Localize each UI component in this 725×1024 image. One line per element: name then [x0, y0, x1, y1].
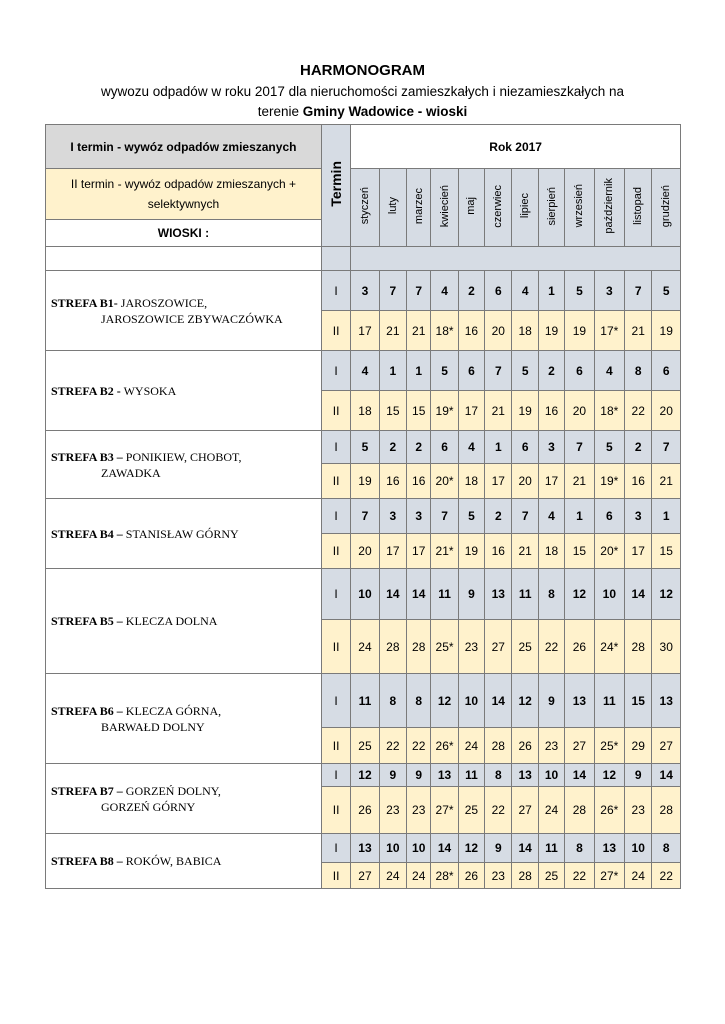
term-2-day: 19	[512, 391, 538, 431]
term-1-day: 13	[652, 674, 681, 728]
term-2-day: 23	[625, 787, 652, 834]
term-2-day: 22	[565, 863, 594, 889]
schedule-table	[45, 124, 681, 889]
zone-cell	[46, 499, 322, 569]
zone-code: STREFA B1-	[51, 295, 118, 310]
term-2-day: 20	[351, 534, 379, 569]
term-2-day: 21	[485, 391, 512, 431]
term-2-day: 23	[485, 863, 512, 889]
term-2-day: 18*	[431, 311, 458, 351]
term-2-day: 18	[512, 311, 538, 351]
term-2-day: 21	[652, 464, 681, 499]
document-title: HARMONOGRAM	[300, 62, 425, 79]
month-label: grudzień	[660, 184, 673, 228]
term-2-day: 19*	[431, 391, 458, 431]
term-1-day: 8	[379, 674, 406, 728]
zone-code: STREFA B5 –	[51, 614, 123, 628]
term-1-day: 4	[594, 351, 624, 391]
term-2-day: 25	[512, 620, 538, 674]
term-2-day: 22	[652, 863, 681, 889]
term-1-day: 3	[594, 271, 624, 311]
month-label: maj	[465, 197, 478, 215]
term-1-day: 13	[485, 569, 512, 620]
term-2-day: 21	[625, 311, 652, 351]
term-1-label: I	[321, 431, 350, 464]
term-1-day: 14	[379, 569, 406, 620]
term-2-day: 20	[652, 391, 681, 431]
term-1-day: 7	[407, 271, 431, 311]
term-2-day: 15	[652, 534, 681, 569]
term-1-day: 4	[431, 271, 458, 311]
term-2-day: 22	[407, 728, 431, 764]
term-2-day: 26	[565, 620, 594, 674]
term-2-day: 25*	[594, 728, 624, 764]
term-1-day: 8	[625, 351, 652, 391]
term-1-day: 9	[407, 764, 431, 787]
term-1-day: 8	[565, 834, 594, 863]
term-1-day: 12	[565, 569, 594, 620]
term-1-label: I	[321, 499, 350, 534]
zone-cell	[46, 569, 322, 674]
term-1-day: 10	[458, 674, 484, 728]
term-2-label: II	[321, 391, 350, 431]
term-2-day: 16	[538, 391, 564, 431]
term-1-day: 9	[485, 834, 512, 863]
term-2-day: 16	[485, 534, 512, 569]
term-2-day: 24*	[594, 620, 624, 674]
term-1-day: 12	[351, 764, 379, 787]
term-2-day: 28	[652, 787, 681, 834]
term-2-day: 27	[485, 620, 512, 674]
term-2-day: 27	[512, 787, 538, 834]
term-1-day: 2	[379, 431, 406, 464]
term-1-day: 14	[652, 764, 681, 787]
term-2-day: 16	[625, 464, 652, 499]
term-2-day: 25*	[431, 620, 458, 674]
term-1-day: 12	[652, 569, 681, 620]
zone-name-line-1: WYSOKA	[123, 383, 177, 398]
term-2-day: 24	[407, 863, 431, 889]
document-subtitle-2	[0, 104, 725, 119]
month-label: sierpień	[545, 186, 558, 226]
term-1-day: 2	[485, 499, 512, 534]
term-2-day: 19*	[594, 464, 624, 499]
month-header	[458, 169, 484, 247]
term-2-day: 27	[565, 728, 594, 764]
term-1-day: 14	[625, 569, 652, 620]
term-2-day: 15	[407, 391, 431, 431]
term-2-day: 20	[485, 311, 512, 351]
term-2-day: 26	[351, 787, 379, 834]
term-2-day: 29	[625, 728, 652, 764]
term-2-day: 21	[379, 311, 406, 351]
term-1-day: 1	[485, 431, 512, 464]
term-2-day: 28	[625, 620, 652, 674]
month-label: listopad	[632, 187, 645, 225]
term-2-day: 20	[512, 464, 538, 499]
term-2-day: 25	[458, 787, 484, 834]
month-label: październik	[603, 178, 616, 234]
term-1-day: 14	[565, 764, 594, 787]
term-2-day: 17	[485, 464, 512, 499]
term-1-day: 11	[458, 764, 484, 787]
zone-name-line-1: ROKÓW, BABICA	[125, 854, 222, 868]
term-1-day: 6	[512, 431, 538, 464]
term-1-day: 11	[594, 674, 624, 728]
term-1-day: 9	[458, 569, 484, 620]
term-2-label: II	[321, 620, 350, 674]
term-1-day: 1	[538, 271, 564, 311]
term-2-day: 18*	[594, 391, 624, 431]
subtitle-prefix: terenie	[257, 104, 303, 119]
term-1-day: 10	[594, 569, 624, 620]
term-1-day: 14	[512, 834, 538, 863]
term-1-day: 13	[351, 834, 379, 863]
zone-name-line-1: JAROSZOWICE,	[120, 295, 208, 310]
term-1-day: 9	[538, 674, 564, 728]
term-2-day: 21*	[431, 534, 458, 569]
term-2-day: 21	[565, 464, 594, 499]
term-1-day: 6	[431, 431, 458, 464]
term-2-day: 21	[407, 311, 431, 351]
month-header	[431, 169, 458, 247]
zone-cell	[46, 351, 322, 431]
zone-code: STREFA B8 –	[51, 854, 123, 868]
term-2-day: 26	[512, 728, 538, 764]
term-1-day: 10	[538, 764, 564, 787]
term-2-day: 19	[565, 311, 594, 351]
zone-code: STREFA B3 –	[51, 449, 123, 464]
term-1-day: 6	[458, 351, 484, 391]
month-header	[625, 169, 652, 247]
month-label: luty	[386, 197, 399, 215]
term-1-day: 3	[379, 499, 406, 534]
term-1-day: 6	[485, 271, 512, 311]
term-2-day: 24	[538, 787, 564, 834]
term-2-day: 26*	[594, 787, 624, 834]
term-1-day: 4	[458, 431, 484, 464]
term-1-day: 10	[407, 834, 431, 863]
term-1-day: 5	[458, 499, 484, 534]
term-1-day: 1	[407, 351, 431, 391]
month-label: wrzesień	[573, 184, 586, 228]
term-2-day: 17	[625, 534, 652, 569]
term-2-day: 25	[351, 728, 379, 764]
term-1-day: 10	[625, 834, 652, 863]
term-2-day: 19	[351, 464, 379, 499]
term-1-day: 13	[512, 764, 538, 787]
term-1-day: 5	[652, 271, 681, 311]
term-2-day: 17	[458, 391, 484, 431]
term-1-day: 15	[625, 674, 652, 728]
term-1-day: 3	[538, 431, 564, 464]
term-1-day: 4	[538, 499, 564, 534]
term-2-day: 27	[351, 863, 379, 889]
term-2-day: 23	[379, 787, 406, 834]
term-1-day: 5	[512, 351, 538, 391]
spacer-cell	[321, 247, 350, 271]
zone-cell	[46, 764, 322, 834]
term-2-day: 26*	[431, 728, 458, 764]
term-2-day: 17	[379, 534, 406, 569]
term-2-day: 18	[351, 391, 379, 431]
term-2-day: 27*	[431, 787, 458, 834]
term-2-day: 16	[458, 311, 484, 351]
term-1-day: 10	[379, 834, 406, 863]
term-1-day: 7	[431, 499, 458, 534]
legend-term-2: II termin - wywóz odpadów zmieszanych + selektywnych	[46, 169, 322, 220]
term-1-day: 6	[594, 499, 624, 534]
term-1-day: 1	[379, 351, 406, 391]
zone-cell	[46, 431, 322, 499]
term-1-day: 1	[652, 499, 681, 534]
term-2-day: 16	[379, 464, 406, 499]
term-2-label: II	[321, 863, 350, 889]
term-2-day: 19	[538, 311, 564, 351]
zone-name-line-1: KLECZA GÓRNA,	[125, 703, 222, 718]
term-1-day: 14	[485, 674, 512, 728]
term-1-label: I	[321, 674, 350, 728]
spacer-cell	[351, 247, 681, 271]
year-header: Rok 2017	[351, 125, 681, 169]
term-2-day: 23	[407, 787, 431, 834]
term-2-day: 28	[512, 863, 538, 889]
zone-cell	[46, 271, 322, 351]
term-1-label: I	[321, 569, 350, 620]
term-2-day: 18	[538, 534, 564, 569]
villages-header: WIOSKI :	[46, 219, 322, 246]
month-label: kwiecień	[438, 184, 451, 228]
term-2-label: II	[321, 728, 350, 764]
zone-name-line-1: GORZEŃ DOLNY,	[125, 783, 221, 798]
legend-term-1: I termin - wywóz odpadów zmieszanych	[46, 125, 322, 169]
term-1-day: 5	[431, 351, 458, 391]
term-1-day: 13	[594, 834, 624, 863]
term-1-day: 7	[512, 499, 538, 534]
term-2-day: 24	[458, 728, 484, 764]
subtitle-municipality: Gminy Wadowice - wioski	[302, 104, 468, 119]
term-1-day: 6	[652, 351, 681, 391]
term-2-label: II	[321, 311, 350, 351]
term-2-day: 17	[538, 464, 564, 499]
term-1-day: 12	[594, 764, 624, 787]
term-2-day: 28	[379, 620, 406, 674]
zone-name-line-2: ZAWADKA	[101, 465, 161, 480]
term-2-day: 15	[565, 534, 594, 569]
term-1-day: 9	[379, 764, 406, 787]
month-header	[512, 169, 538, 247]
term-2-day: 28	[485, 728, 512, 764]
zone-name-line-2: JAROSZOWICE ZBYWACZÓWKA	[101, 311, 283, 326]
zone-code: STREFA B2 -	[51, 383, 121, 398]
month-header	[379, 169, 406, 247]
term-1-day: 7	[565, 431, 594, 464]
term-1-day: 2	[458, 271, 484, 311]
term-1-label: I	[321, 271, 350, 311]
term-1-day: 12	[431, 674, 458, 728]
term-2-day: 24	[379, 863, 406, 889]
zone-name-line-1: PONIKIEW, CHOBOT,	[125, 449, 242, 464]
term-1-day: 9	[625, 764, 652, 787]
term-1-day: 13	[431, 764, 458, 787]
month-label: styczeń	[358, 187, 371, 225]
term-1-label: I	[321, 834, 350, 863]
term-1-day: 2	[538, 351, 564, 391]
term-2-day: 22	[379, 728, 406, 764]
term-1-day: 3	[407, 499, 431, 534]
term-1-day: 10	[351, 569, 379, 620]
term-2-day: 24	[625, 863, 652, 889]
termin-header	[321, 125, 350, 247]
term-1-day: 1	[565, 499, 594, 534]
term-1-day: 6	[565, 351, 594, 391]
term-2-label: II	[321, 787, 350, 834]
term-2-label: II	[321, 464, 350, 499]
term-2-day: 15	[379, 391, 406, 431]
month-header	[351, 169, 379, 247]
zone-name-line-2: GORZEŃ GÓRNY	[101, 799, 196, 814]
term-1-day: 8	[538, 569, 564, 620]
term-2-day: 19	[458, 534, 484, 569]
term-2-day: 21	[512, 534, 538, 569]
termin-label: Termin	[328, 161, 345, 207]
term-1-day: 4	[512, 271, 538, 311]
month-header	[407, 169, 431, 247]
term-1-label: I	[321, 764, 350, 787]
term-2-day: 27*	[594, 863, 624, 889]
term-1-day: 7	[379, 271, 406, 311]
term-2-day: 25	[538, 863, 564, 889]
term-2-day: 17*	[594, 311, 624, 351]
term-1-day: 3	[351, 271, 379, 311]
term-1-day: 7	[625, 271, 652, 311]
term-1-day: 11	[351, 674, 379, 728]
term-1-day: 14	[407, 569, 431, 620]
term-1-day: 5	[351, 431, 379, 464]
zone-code: STREFA B7 –	[51, 783, 123, 798]
term-2-day: 22	[485, 787, 512, 834]
term-1-day: 5	[594, 431, 624, 464]
term-2-day: 17	[407, 534, 431, 569]
zone-code: STREFA B4 –	[51, 526, 123, 541]
term-1-day: 7	[351, 499, 379, 534]
term-2-day: 27	[652, 728, 681, 764]
month-label: czerwiec	[492, 184, 505, 228]
term-1-day: 13	[565, 674, 594, 728]
term-1-day: 2	[407, 431, 431, 464]
term-2-day: 19	[652, 311, 681, 351]
term-1-day: 11	[431, 569, 458, 620]
term-2-day: 28	[565, 787, 594, 834]
term-1-day: 12	[512, 674, 538, 728]
term-1-day: 8	[485, 764, 512, 787]
term-2-day: 26	[458, 863, 484, 889]
term-2-day: 18	[458, 464, 484, 499]
term-1-day: 5	[565, 271, 594, 311]
term-2-day: 20	[565, 391, 594, 431]
term-2-day: 23	[538, 728, 564, 764]
term-1-label: I	[321, 351, 350, 391]
term-2-day: 22	[625, 391, 652, 431]
term-2-day: 24	[351, 620, 379, 674]
zone-cell	[46, 834, 322, 889]
term-2-day: 16	[407, 464, 431, 499]
term-1-day: 14	[431, 834, 458, 863]
term-2-day: 22	[538, 620, 564, 674]
term-2-day: 23	[458, 620, 484, 674]
term-2-day: 17	[351, 311, 379, 351]
term-2-day: 30	[652, 620, 681, 674]
term-1-day: 7	[652, 431, 681, 464]
spacer-cell	[46, 247, 322, 271]
month-header	[652, 169, 681, 247]
month-label: lipiec	[519, 193, 532, 219]
term-1-day: 12	[458, 834, 484, 863]
term-2-day: 20*	[594, 534, 624, 569]
month-header	[485, 169, 512, 247]
zone-code: STREFA B6 –	[51, 703, 123, 718]
zone-name-line-1: STANISŁAW GÓRNY	[125, 526, 239, 541]
term-2-day: 28	[407, 620, 431, 674]
term-1-day: 8	[407, 674, 431, 728]
month-header	[538, 169, 564, 247]
term-1-day: 11	[538, 834, 564, 863]
term-1-day: 3	[625, 499, 652, 534]
month-label: marzec	[412, 187, 425, 225]
document-subtitle: wywozu odpadów w roku 2017 dla nieruchomości zamieszkałych i niezamieszkałych na	[101, 84, 624, 99]
term-2-day: 28*	[431, 863, 458, 889]
term-1-day: 4	[351, 351, 379, 391]
term-1-day: 2	[625, 431, 652, 464]
term-2-label: II	[321, 534, 350, 569]
zone-name-line-2: BARWAŁD DOLNY	[101, 719, 205, 734]
month-header	[565, 169, 594, 247]
term-1-day: 8	[652, 834, 681, 863]
term-1-day: 7	[485, 351, 512, 391]
month-header	[594, 169, 624, 247]
zone-name-line-1: KLECZA DOLNA	[125, 614, 218, 628]
term-2-day: 20*	[431, 464, 458, 499]
zone-cell	[46, 674, 322, 764]
term-1-day: 11	[512, 569, 538, 620]
